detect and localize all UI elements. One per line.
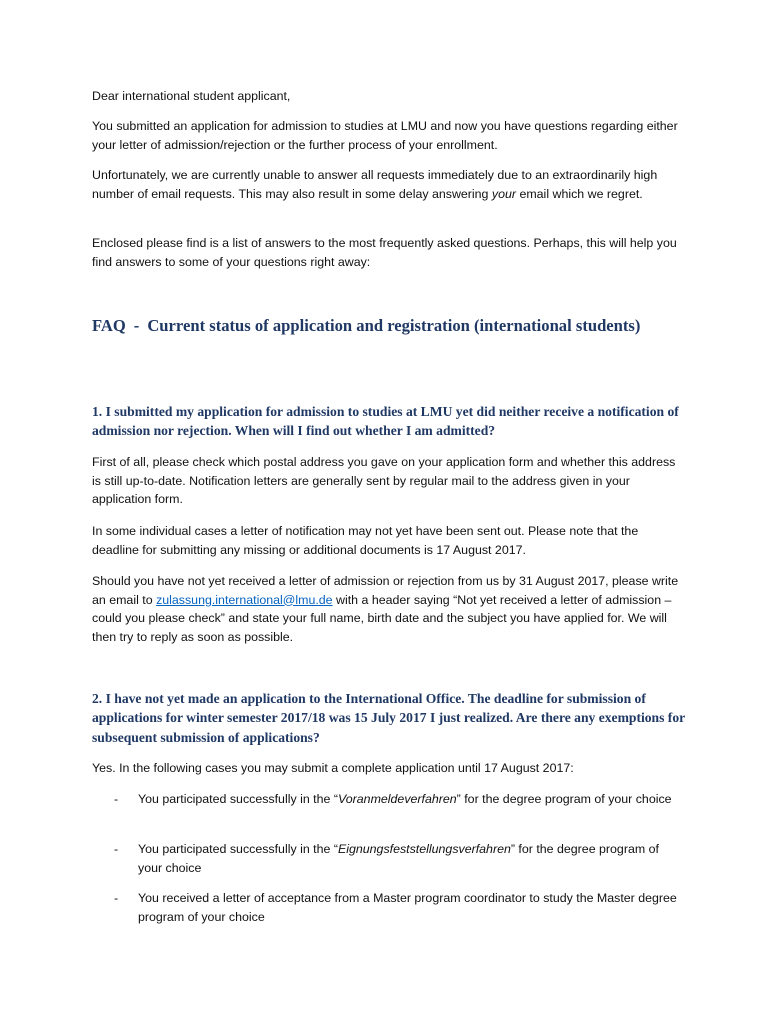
delay-text-a: Unfortunately, we are currently unable to answer all requests immediately due to an extraordinarily high number of email requests. This may also result in some delay answering <box>92 168 658 201</box>
faq-prefix: FAQ <box>92 316 126 335</box>
q1-p3-text-b: with a header saying “Not yet received a letter of admission – could you please check” and state your full name, birth date and the subject you have applied for. We will then try to reply as soon as possible. <box>92 592 672 644</box>
bullet-dash: - <box>114 891 119 905</box>
delay-text-b: email which we regret. <box>516 186 643 201</box>
faq-separator: - <box>133 316 140 335</box>
question-2-heading: 2. I have not yet made an application to the International Office. The deadline for submission of applications for winter semester 2017/18 was 15 July 2017 I just realized. Are there any exemptions for subsequent submission of applications? <box>92 691 685 745</box>
bullet-text-a: You received a letter of acceptance from a Master program coordinator to study the Master degree program of your choice <box>138 891 677 924</box>
q2-intro: Yes. In the following cases you may submit a complete application until 17 August 2017: <box>92 761 574 775</box>
bullet-text <box>138 790 686 809</box>
bullet-text-emphasis: Voranmeldeverfahren <box>337 792 457 806</box>
q1-answer-paragraph-3 <box>92 572 684 646</box>
enclosed-paragraph: Enclosed please find is a list of answers to the most frequently asked questions. Perhaps, this will help you find answers to some of your questions right away: <box>92 236 677 269</box>
q1-answer-paragraph-2: In some individual cases a letter of notification may not yet have been sent out. Please note that the deadline for submitting any missing or additional documents is 17 August 2017. <box>92 524 639 557</box>
bullet-text-emphasis: Eignungsfeststellungsverfahren <box>337 842 511 856</box>
email-link[interactable]: zulassung.international@lmu.de <box>156 592 333 607</box>
bullet-dash: - <box>114 842 119 856</box>
bullet-dash: - <box>114 792 119 806</box>
bullet-text-b: ” for the degree program of your choice <box>456 792 672 806</box>
q1-answer-paragraph-1: First of all, please check which postal address you gave on your application form and whether this address is still up-to-date. Notification letters are generally sent by regular mail to the address given in your application form. <box>92 455 676 507</box>
faq-title <box>92 314 682 337</box>
question-1-heading: 1. I submitted my application for admission to studies at LMU yet did neither receive a notification of admission nor rejection. When will I find out whether I am admitted? <box>92 404 679 439</box>
bullet-text-a: You participated successfully in the “ <box>138 792 338 806</box>
q1-p3-text-a: Should you have not yet received a letter of admission or rejection from us by 31 August 2017, please write an email to <box>92 574 679 607</box>
intro-paragraph: You submitted an application for admission to studies at LMU and now you have questions regarding either your letter of admission/rejection or the further process of your enrollment. <box>92 119 678 152</box>
salutation: Dear international student applicant, <box>92 89 291 103</box>
bullet-text <box>138 840 686 877</box>
delay-paragraph <box>92 166 684 203</box>
faq-title-text: Current status of application and registration (international students) <box>147 316 641 335</box>
bullet-text <box>138 889 686 926</box>
delay-text-emphasis: your <box>491 186 517 201</box>
bullet-text-a: You participated successfully in the “ <box>138 842 338 856</box>
bullet-text-b: ” for the degree program of your choice <box>138 842 659 875</box>
